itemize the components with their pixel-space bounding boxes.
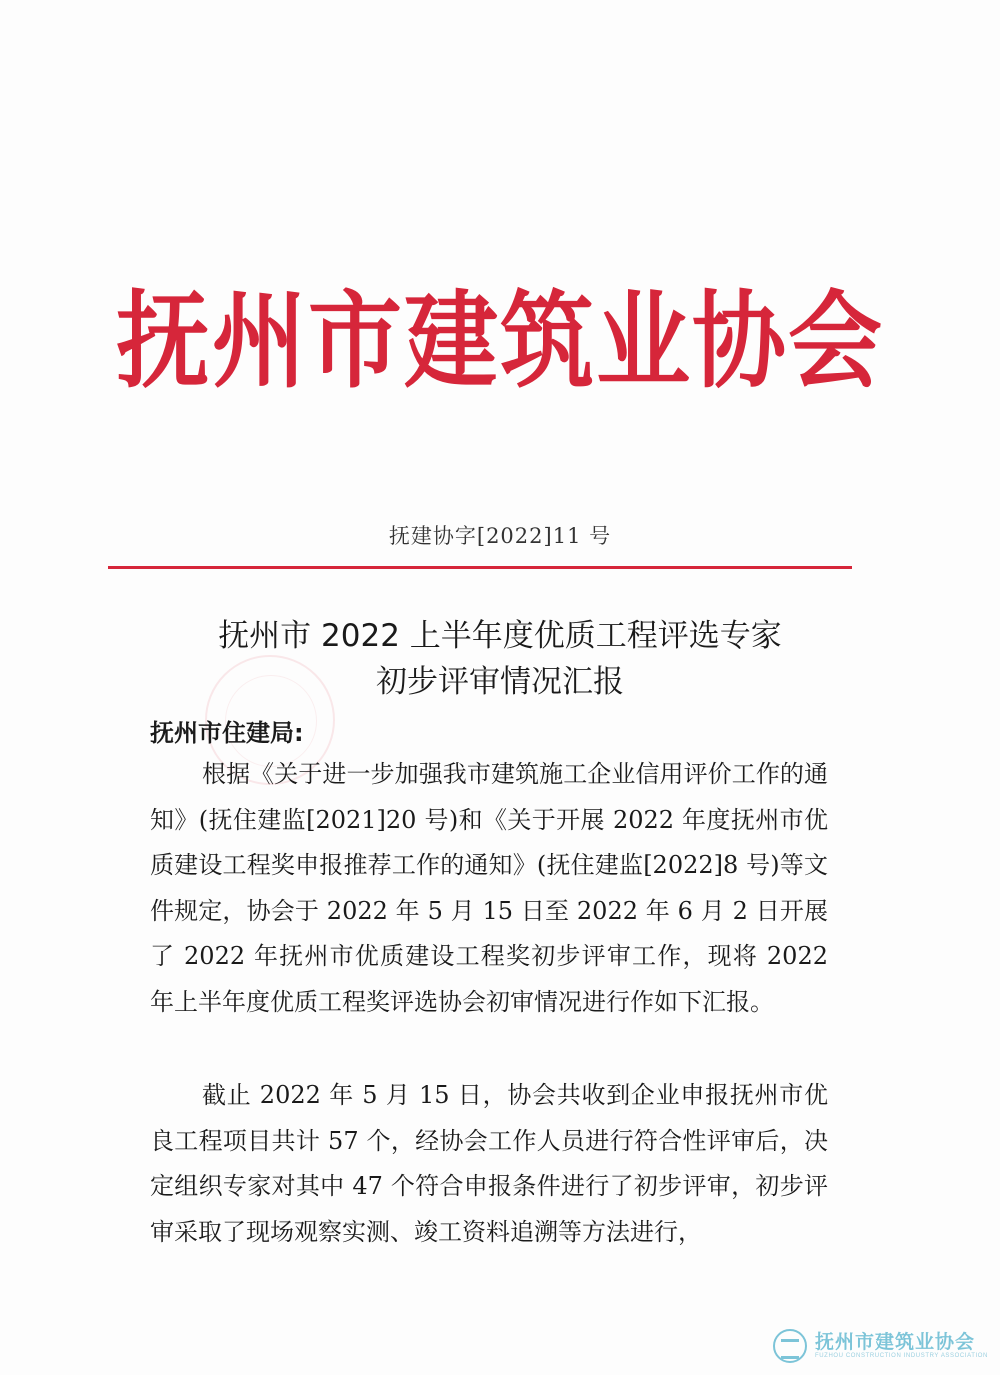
association-logo-icon bbox=[773, 1329, 807, 1363]
salutation: 抚州市住建局: bbox=[150, 719, 304, 747]
logo-name: 抚州市建筑业协会 bbox=[814, 1330, 975, 1353]
body-paragraph-1: 根据《关于进一步加强我市建筑施工企业信用评价工作的通知》(抚住建监[2021]20 号)和《关于开展 2022 年度抚州市优质建设工程奖申报推荐工作的通知》(抚住建监[2022]8 号)等文件规定，协会于 2022 年 5 月 15 日至 2022 年 6 月 2 日开展了 2022 年抚州市优质建设工程奖初步评审工作，现将 2022 年上半年度优质工程奖评选协会初审情况进行作如下汇报。 bbox=[150, 760, 828, 1016]
masthead-title: 抚州市建筑业协会 bbox=[115, 281, 884, 404]
document-number: 抚建协字[2022]11 号 bbox=[388, 524, 612, 548]
body-paragraph-2: 截止 2022 年 5 月 15 日，协会共收到企业申报抚州市优良工程项目共计 57 个，经协会工作人员进行符合性评审后，决定组织专家对其中 47 个符合申报条件进行了初步评审，初步评审采取了现场观察实测、竣工资料追溯等方法进行， bbox=[150, 1081, 828, 1246]
logo-text bbox=[814, 1330, 988, 1359]
document-title-line1: 抚州市 2022 上半年度优质工程评选专家 bbox=[218, 618, 782, 654]
logo-subtitle: FUZHOU CONSTRUCTION INDUSTRY ASSOCIATION bbox=[814, 1352, 988, 1359]
red-divider-line bbox=[108, 566, 852, 569]
footer-logo bbox=[773, 1329, 988, 1363]
document-title-line2: 初步评审情况汇报 bbox=[376, 664, 624, 700]
